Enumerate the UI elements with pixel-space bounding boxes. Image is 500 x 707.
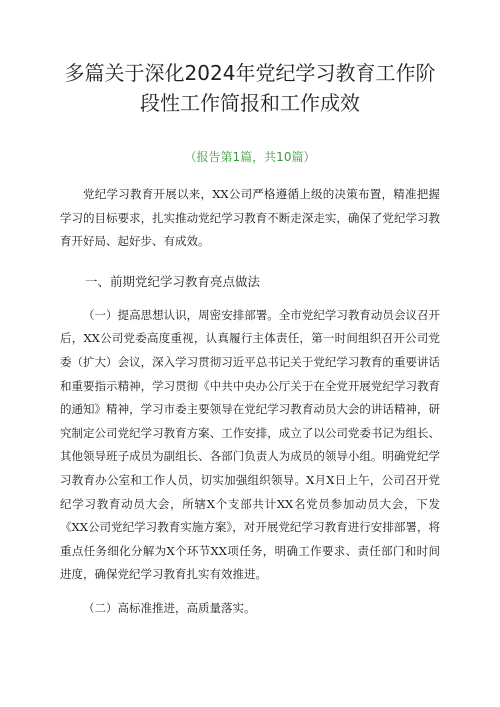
report-subtitle: （报告第1篇，共10篇） [184, 150, 316, 164]
intro-paragraph: 党纪学习教育开展以来，XX公司严格遵循上级的决策布置，精准把握学习的目标要求，扎实推动党纪学习教育不断走深走实，确保了党纪学习教育开好局、起好步、有成效。 [60, 187, 440, 249]
paragraph-2: （二）高标准推进，高质量落实。 [83, 600, 256, 615]
paragraph-1: （一）提高思想认识，周密安排部署。全市党纪学习教育动员会议召开后，XX公司党委高度重视，认真履行主体责任，第一时间组织召开公司党委（扩大）会议，深入学习贯彻习近平总书记关于党纪学习教育的重要讲话和重要指示精神，学习贯彻《中共中央办公厅关于在全党开展党纪学习教育的通知》精神，学习市委主要领导在党纪学习教育动员大会的讲话精神，研究制定公司党纪学习教育方案、工作安排，成立了以公司党委书记为组长、其他领导班子成员为副组长、各部门负责人为成员的领导小组。明确党纪学习教育办公室和工作人员，切实加强组织领导。X月X日上午，公司召开党纪学习教育动员大会，所辖X个支部共计XX名党员参加动员大会，下发《XX公司党纪学习教育实施方案》，对开展党纪学习教育进行安排部署，将重点任务细化分解为X个环节XX项任务，明确工作要求、责任部门和时间进度，确保党纪学习教育扎实有效推进。 [60, 307, 440, 582]
title-line-1: 多篇关于深化2024年党纪学习教育工作阶 [64, 61, 436, 85]
document-title [60, 0, 440, 118]
title-line-2: 段性工作简报和工作成效 [140, 91, 360, 115]
section-1-heading: 一、前期党纪学习教育亮点做法 [85, 273, 261, 289]
